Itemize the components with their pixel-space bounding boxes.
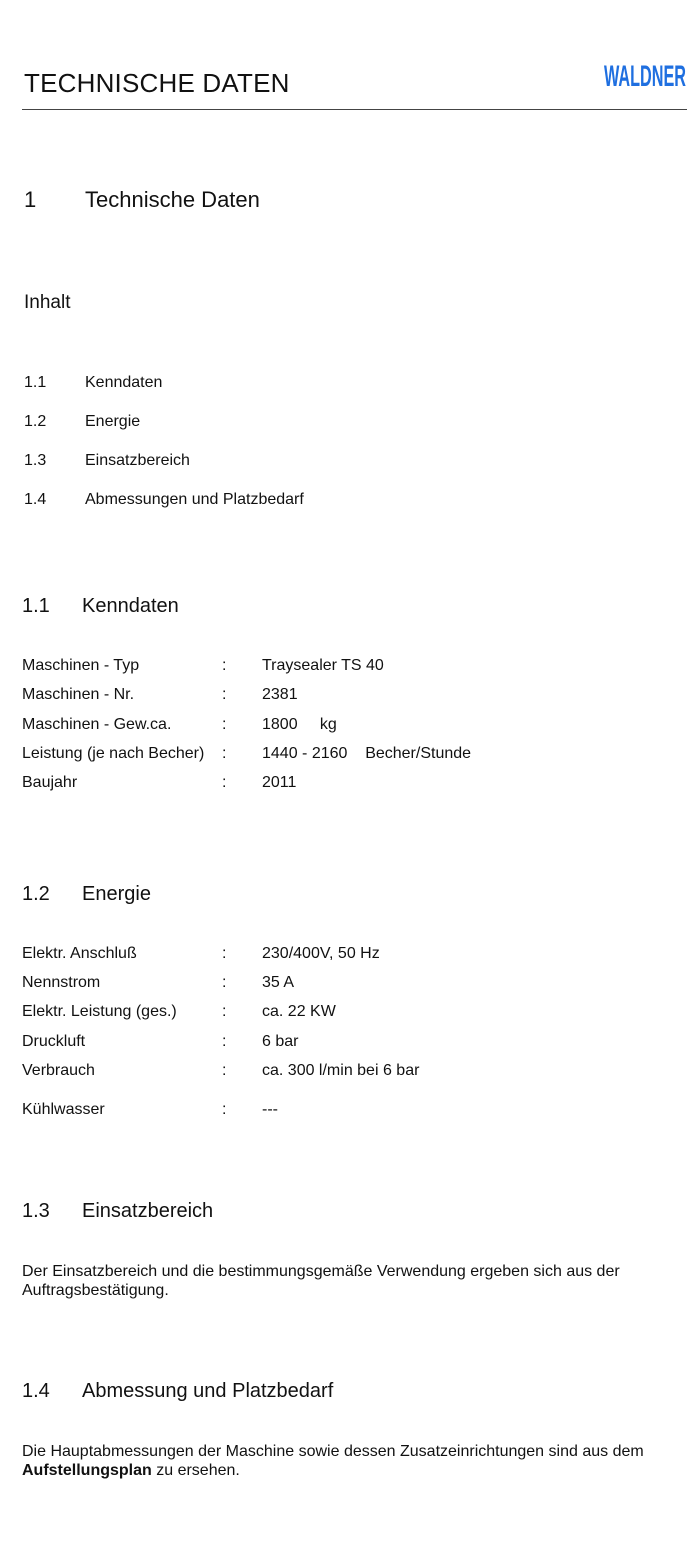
abmessung-text-end: zu ersehen. xyxy=(151,1462,240,1479)
section-title-kenndaten: Kenndaten xyxy=(82,595,179,617)
spec-value: 35 A xyxy=(262,974,295,991)
spec-label: Baujahr xyxy=(22,774,78,791)
spec-value: ca. 22 KW xyxy=(262,1003,336,1020)
spec-value: 230/400V, 50 Hz xyxy=(262,945,380,962)
spec-separator: : xyxy=(222,716,227,733)
toc-item-einsatzbereich[interactable]: Einsatzbereich xyxy=(85,452,190,469)
toc-item-number: 1.2 xyxy=(24,413,47,430)
spec-separator: : xyxy=(222,974,227,991)
spec-label: Elektr. Leistung (ges.) xyxy=(22,1003,177,1020)
einsatzbereich-paragraph: Der Einsatzbereich und die bestimmungsgemäße Verwendung ergeben sich aus der Auftragsbestätigung. xyxy=(22,1263,620,1299)
page-title: TECHNISCHE DATEN xyxy=(24,68,290,98)
spec-value: Traysealer TS 40 xyxy=(262,657,384,674)
spec-value: 2381 xyxy=(262,686,298,703)
spec-separator: : xyxy=(222,686,227,703)
chapter-number: 1 xyxy=(24,187,37,212)
spec-separator: : xyxy=(222,745,227,762)
spec-label: Maschinen - Typ xyxy=(22,657,140,674)
toc-item-energie[interactable]: Energie xyxy=(85,413,141,430)
spec-label: Maschinen - Nr. xyxy=(22,686,135,703)
spec-separator: : xyxy=(222,1101,227,1118)
spec-label: Verbrauch xyxy=(22,1062,95,1079)
chapter-title: Technische Daten xyxy=(85,187,260,212)
toc-item-number: 1.4 xyxy=(24,491,47,508)
section-title-einsatzbereich: Einsatzbereich xyxy=(82,1200,214,1222)
toc-item-abmessungen[interactable]: Abmessungen und Platzbedarf xyxy=(85,491,304,508)
spec-value: --- xyxy=(262,1101,278,1118)
toc-item-number: 1.1 xyxy=(24,374,47,391)
header-divider xyxy=(22,109,687,110)
section-number: 1.1 xyxy=(22,595,50,617)
spec-value: ca. 300 l/min bei 6 bar xyxy=(262,1062,420,1079)
spec-separator: : xyxy=(222,657,227,674)
spec-value: 1440 - 2160 Becher/Stunde xyxy=(262,745,472,762)
spec-label: Leistung (je nach Becher) xyxy=(22,745,205,762)
spec-separator: : xyxy=(222,1033,227,1050)
section-title-energie: Energie xyxy=(82,883,151,905)
aufstellungsplan-reference: Aufstellungsplan xyxy=(22,1462,152,1479)
svg-text:WALDNER: WALDNER xyxy=(604,58,687,92)
toc-heading: Inhalt xyxy=(24,292,71,313)
section-number: 1.2 xyxy=(22,883,50,905)
section-number: 1.4 xyxy=(22,1380,50,1402)
abmessung-paragraph xyxy=(22,1442,687,1480)
spec-label: Druckluft xyxy=(22,1033,86,1050)
spec-label: Elektr. Anschluß xyxy=(22,945,137,962)
spec-separator: : xyxy=(222,774,227,791)
section-title-abmessung: Abmessung und Platzbedarf xyxy=(82,1380,334,1402)
abmessung-text: Die Hauptabmessungen der Maschine sowie dessen Zusatzeinrichtungen sind aus dem xyxy=(22,1443,644,1460)
toc-item-number: 1.3 xyxy=(24,452,47,469)
spec-separator: : xyxy=(222,1003,227,1020)
toc-item-kenndaten[interactable]: Kenndaten xyxy=(85,374,163,391)
spec-separator: : xyxy=(222,1062,227,1079)
spec-label: Maschinen - Gew.ca. xyxy=(22,716,172,733)
section-number: 1.3 xyxy=(22,1200,50,1222)
spec-value: 2011 xyxy=(262,774,297,791)
spec-label: Nennstrom xyxy=(22,974,101,991)
waldner-logo xyxy=(603,48,687,92)
spec-value: 1800 kg xyxy=(262,716,337,733)
spec-label: Kühlwasser xyxy=(22,1101,105,1118)
spec-value: 6 bar xyxy=(262,1033,299,1050)
spec-separator: : xyxy=(222,945,227,962)
